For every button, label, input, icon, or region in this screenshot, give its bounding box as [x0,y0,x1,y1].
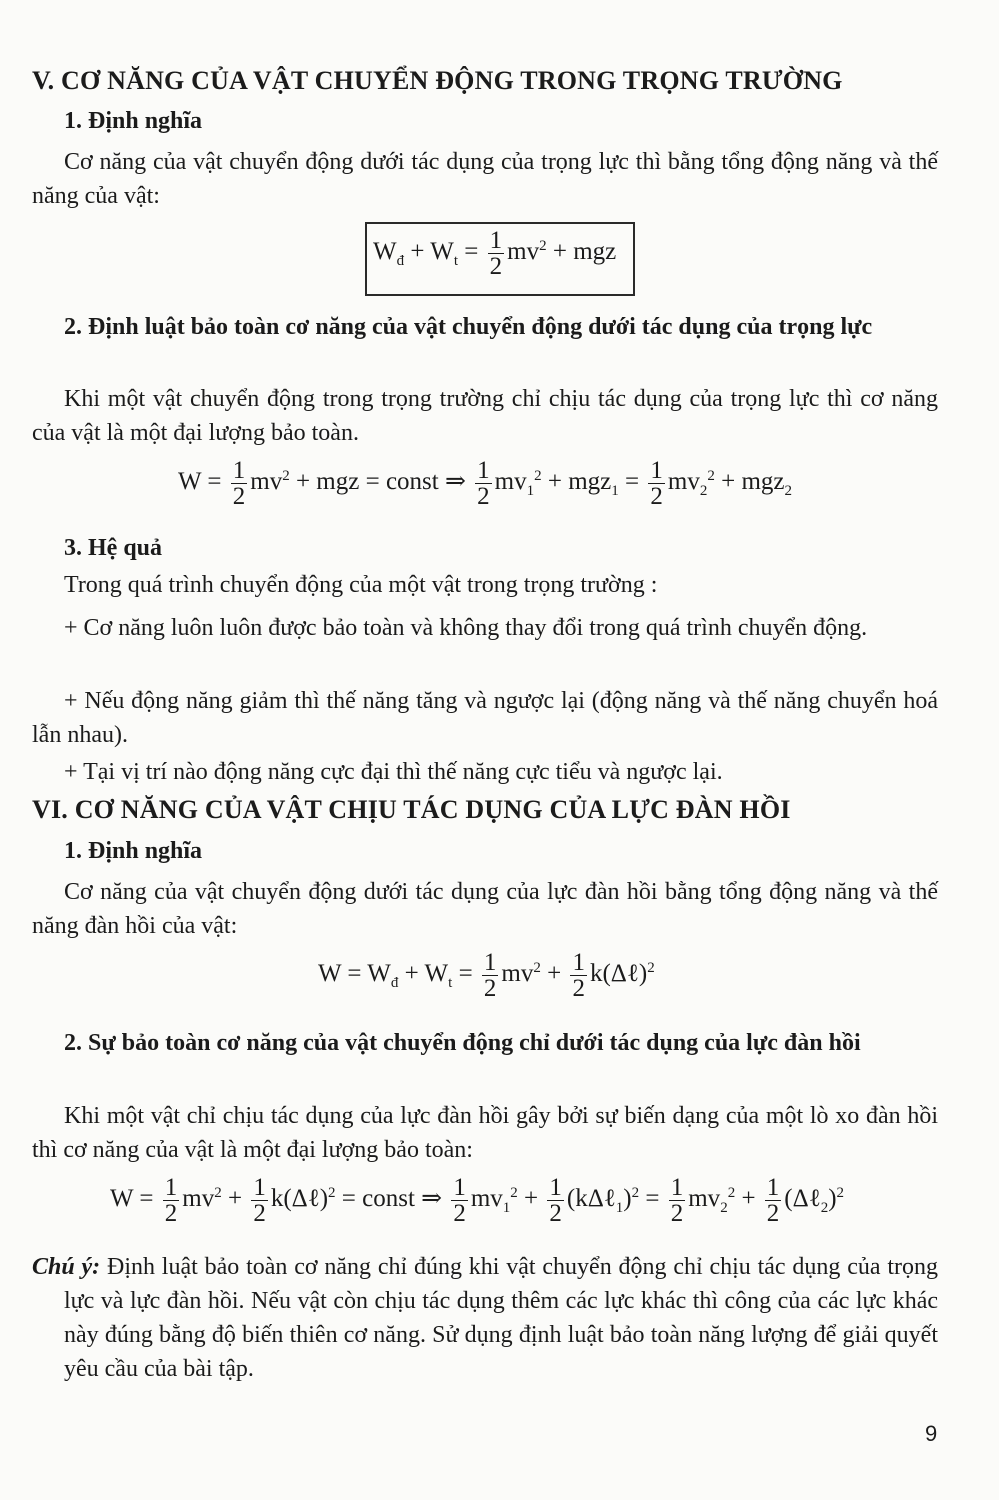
section-5-law-text: Khi một vật chuyển động trong trọng trường chỉ chịu tác dụng của trọng lực thì cơ năng của vật là một đại lượng bảo toàn. [32,386,938,446]
section-5-consequence-item-2: + Nếu động năng giảm thì thế năng tăng và ngược lại (động năng và thế năng chuyển hoá lẫn nhau). [32,688,938,748]
section-6-law-heading: 2. Sự bảo toàn cơ năng của vật chuyển động chỉ dưới tác dụng của lực đàn hồi [64,1030,861,1056]
formula-mechanical-energy-elastic: $W = W_đ + W_t$ = $\frac{1}{2}$ $mv^2$ + $\frac{1}{2}$ k(Δℓ)$^2$ [318,949,655,1002]
formula-conservation-elastic: W = $\frac{1}{2}$ $mv^2$ + $\frac{1}{2}$ k(Δℓ)$^2$ = const ⇒ $\frac{1}{2}$ $mv_1^2$ + $\frac{1}{2}$ (kΔℓ$_1$)$^2$ = $\frac{1}{2}$ $mv_2^2$ + $\frac{1}{2}$ (Δℓ$_2$)$^2$ [110,1174,845,1227]
formula-conservation-gravity: W = $\frac{1}{2}$ $mv^2$ + mgz = const ⇒ $\frac{1}{2}$ $mv_1^2 + mgz_1$ = $\frac{1}{2}$ $mv_2^2 + mgz_2$ [178,457,792,510]
section-5-consequence-intro: Trong quá trình chuyển động của một vật trong trọng trường : [64,572,658,598]
section-6-title: VI. CƠ NĂNG CỦA VẬT CHỊU TÁC DỤNG CỦA LỰC ĐÀN HỒI [32,795,791,824]
section-5-consequence-heading: 3. Hệ quả [64,535,163,561]
section-6-law-text: Khi một vật chỉ chịu tác dụng của lực đàn hồi gây bởi sự biến dạng của một lò xo đàn hồi thì cơ năng của vật là một đại lượng bảo toàn: [32,1103,938,1163]
formula-mechanical-energy-gravity: $W_đ + W_t$ = $\frac{1}{2}$ $mv^2$ + mgz [373,227,617,280]
section-5-consequence-item-3: + Tại vị trí nào động năng cực đại thì thế năng cực tiểu và ngược lại. [64,759,723,785]
section-5-law-heading: 2. Định luật bảo toàn cơ năng của vật chuyển động dưới tác dụng của trọng lực [64,314,873,340]
section-6-definition-heading: 1. Định nghĩa [64,838,203,864]
note-paragraph [32,1250,938,1386]
page-number: 9 [925,1421,938,1446]
note-text: Định luật bảo toàn cơ năng chỉ đúng khi vật chuyển động chỉ chịu tác dụng của trọng lực và lực đàn hồi. Nếu vật còn chịu tác dụng thêm các lực khác thì công của các lực khác này đúng bằng độ biến thiên cơ năng. Sử dụng định luật bảo toàn năng lượng để giải quyết yêu cầu của bài tập. [64,1254,938,1382]
section-5-title: V. CƠ NĂNG CỦA VẬT CHUYỂN ĐỘNG TRONG TRỌNG TRƯỜNG [32,66,843,95]
section-5-definition-heading: 1. Định nghĩa [64,108,203,134]
note-label: Chú ý: [32,1254,101,1280]
section-5-consequence-item-1: + Cơ năng luôn luôn được bảo toàn và không thay đổi trong quá trình chuyển động. [64,615,868,641]
section-6-definition-text: Cơ năng của vật chuyển động dưới tác dụng của lực đàn hồi bằng tổng động năng và thế năng đàn hồi của vật: [32,879,938,939]
section-5-definition-text: Cơ năng của vật chuyển động dưới tác dụng của trọng lực thì bằng tổng động năng và thế năng của vật: [32,149,938,209]
